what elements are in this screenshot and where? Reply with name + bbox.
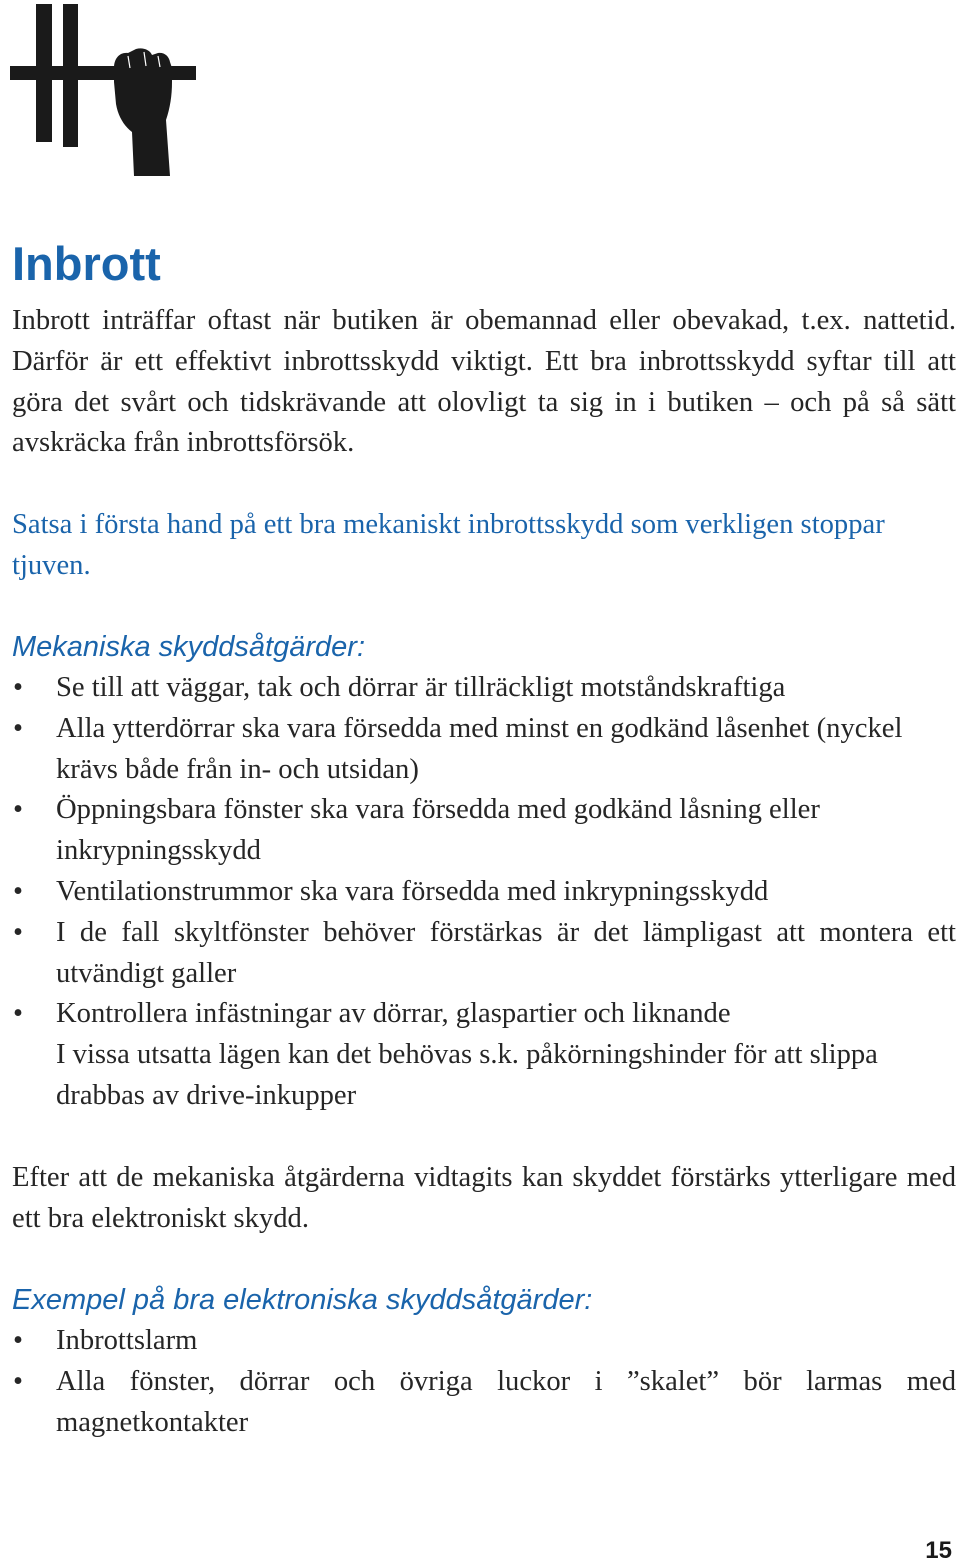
bullet-icon: • — [13, 875, 24, 907]
list-item: • Se till att väggar, tak och dörrar är tillräckligt motståndskraftiga — [12, 668, 956, 709]
bullet-icon: • — [13, 1365, 24, 1397]
emphasis-paragraph: Satsa i första hand på ett bra mekaniskt inbrottsskydd som verkligen stoppar tjuven. — [12, 509, 885, 581]
electronic-list — [12, 1321, 956, 1443]
fist-gripping-bars-icon — [10, 4, 196, 176]
page-title: Inbrott — [12, 237, 161, 290]
after-paragraph: Efter att de mekaniska åtgärderna vidtagits kan skyddet förstärks ytterligare med ett bra elektroniskt skydd. — [12, 1162, 956, 1234]
bullet-icon: • — [13, 672, 24, 703]
bullet-icon: • — [13, 712, 24, 744]
list-item: • Öppningsbara fönster ska vara försedda med godkänd låsning eller inkrypningsskydd — [12, 790, 956, 872]
list-item: • Alla ytterdörrar ska vara försedda med minst en godkänd låsenhet (nyckel krävs både från in- och utsidan) — [12, 709, 956, 791]
electronic-heading: Exempel på bra elektroniska skyddsåtgärder: — [12, 1284, 593, 1316]
list-item: • Inbrottslarm — [12, 1321, 956, 1362]
bullet-icon: • — [13, 916, 24, 948]
list-item: • I de fall skyltfönster behöver förstärkas är det lämpligast att montera ett utvändigt galler — [12, 913, 956, 995]
list-item: • Ventilationstrummor ska vara försedda med inkrypningsskydd — [12, 872, 956, 913]
mechanical-list — [12, 668, 956, 1117]
list-continuation: I vissa utsatta lägen kan det behövas s.k. påkörningshinder för att slippa drabbas av drive-inkupper — [56, 1039, 878, 1111]
bullet-icon: • — [13, 794, 24, 826]
list-item: • Alla fönster, dörrar och övriga luckor i ”skalet” bör larmas med magnetkontakter — [12, 1362, 956, 1444]
bullet-icon: • — [13, 998, 24, 1030]
intro-paragraph: Inbrott inträffar oftast när butiken är obemannad eller obevakad, t.ex. nattetid. Därför är ett effektivt inbrottsskydd viktigt. Ett bra inbrottsskydd syftar till att göra det svårt och tidskrävande att olovligt ta sig in i butiken – och på så sätt avskräcka från inbrottsförsök. — [12, 305, 956, 459]
list-item: • Kontrollera infästningar av dörrar, glaspartier och liknande I vissa utsatta lägen kan det behövas s.k. påkörningshinder för att slippa drabbas av drive-inkupper — [12, 994, 956, 1116]
page-number: 15 — [925, 1537, 952, 1564]
bullet-icon: • — [13, 1325, 24, 1356]
mechanical-heading: Mekaniska skyddsåtgärder: — [12, 631, 365, 663]
